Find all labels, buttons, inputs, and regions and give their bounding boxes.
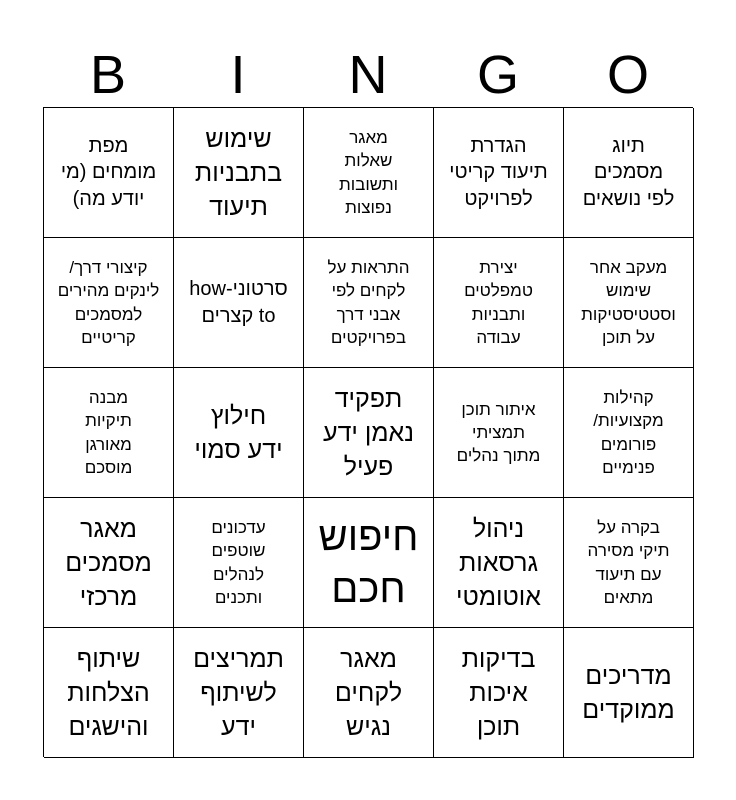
bingo-cell-r3-c2[interactable]: [174, 368, 304, 498]
bingo-cell-r4-c3[interactable]: [304, 498, 434, 628]
cell-text: מבנה תיקיות מאורגן מוסכם: [84, 388, 133, 477]
cell-text: קיצורי דרך/ לינקים מהירים למסמכים קריטיים: [57, 258, 160, 347]
bingo-cell-r1-c5[interactable]: [564, 108, 694, 238]
cell-text: התראות על לקחים לפי אבני דרך בפרויקטים: [327, 258, 410, 347]
header-letter-b: B: [89, 45, 127, 105]
header-letter-i: I: [230, 45, 246, 105]
cell-text: תמריצים לשיתוף ידע: [193, 644, 284, 741]
cell-text: מדריכים ממוקדים: [582, 661, 675, 724]
bingo-board: [43, 107, 693, 757]
cell-text: שיתוף הצלחות והישגים: [67, 644, 150, 741]
cell-text: ניהול גרסאות אוטומטי: [456, 514, 541, 611]
header-letter-o: O: [606, 45, 649, 105]
header-letter-n: N: [348, 45, 388, 105]
bingo-cell-r1-c2[interactable]: [174, 108, 304, 238]
bingo-cell-r4-c5[interactable]: [564, 498, 694, 628]
bingo-cell-r2-c4[interactable]: [434, 238, 564, 368]
bingo-cell-r4-c2[interactable]: [174, 498, 304, 628]
bingo-cell-r1-c3[interactable]: [304, 108, 434, 238]
bingo-cell-r4-c1[interactable]: [44, 498, 174, 628]
bingo-header: [43, 42, 693, 108]
bingo-cell-r1-c4[interactable]: [434, 108, 564, 238]
header-letter-g: G: [476, 45, 519, 105]
bingo-cell-r3-c3[interactable]: [304, 368, 434, 498]
cell-text: מעקב אחר שימוש וסטטיסטיקות על תוכן: [581, 258, 676, 347]
bingo-cell-r5-c4[interactable]: [434, 628, 564, 758]
bingo-cell-r2-c3[interactable]: [304, 238, 434, 368]
cell-text: חילוץ ידע סמוי: [194, 401, 283, 464]
cell-text: יצירת טמפלטים ותבניות עבודה: [464, 258, 533, 347]
cell-text: עדכונים שוטפים לנהלים ותכנים: [211, 518, 266, 607]
bingo-cell-r3-c1[interactable]: [44, 368, 174, 498]
cell-text: איתור תוכן תמציתי מתוך נהלים: [456, 399, 541, 466]
bingo-cell-r5-c2[interactable]: [174, 628, 304, 758]
bingo-cell-r3-c4[interactable]: [434, 368, 564, 498]
cell-text: סרטוני-how to קצרים: [189, 277, 288, 327]
bingo-cell-r2-c5[interactable]: [564, 238, 694, 368]
cell-text: קהילות מקצועיות/ פורומים פנימיים: [593, 388, 664, 477]
bingo-cell-r5-c5[interactable]: [564, 628, 694, 758]
cell-text: מפת מומחים (מי יודע מה): [60, 134, 157, 210]
bingo-cell-r2-c1[interactable]: [44, 238, 174, 368]
cell-text: בדיקות איכות תוכן: [461, 644, 536, 741]
bingo-cell-r5-c3[interactable]: [304, 628, 434, 758]
cell-text: מאגר לקחים נגיש: [334, 644, 403, 741]
bingo-cell-r5-c1[interactable]: [44, 628, 174, 758]
cell-text: בקרה על תיקי מסירה עם תיעוד מתאים: [587, 518, 670, 607]
cell-text: תפקיד נאמן ידע פעיל: [323, 384, 414, 481]
cell-text: חיפוש חכם: [318, 514, 419, 611]
bingo-cell-r4-c4[interactable]: [434, 498, 564, 628]
bingo-cell-r2-c2[interactable]: [174, 238, 304, 368]
cell-text: מאגר שאלות ותשובות נפוצות: [339, 128, 398, 217]
cell-text: שימוש בתבניות תיעוד: [194, 124, 283, 221]
cell-text: הגדרת תיעוד קריטי לפרויקט: [449, 134, 548, 210]
cell-text: תיוג מסמכים לפי נושאים: [582, 134, 675, 210]
bingo-cell-r1-c1[interactable]: [44, 108, 174, 238]
cell-text: מאגר מסמכים מרכזי: [65, 514, 152, 611]
bingo-cell-r3-c5[interactable]: [564, 368, 694, 498]
